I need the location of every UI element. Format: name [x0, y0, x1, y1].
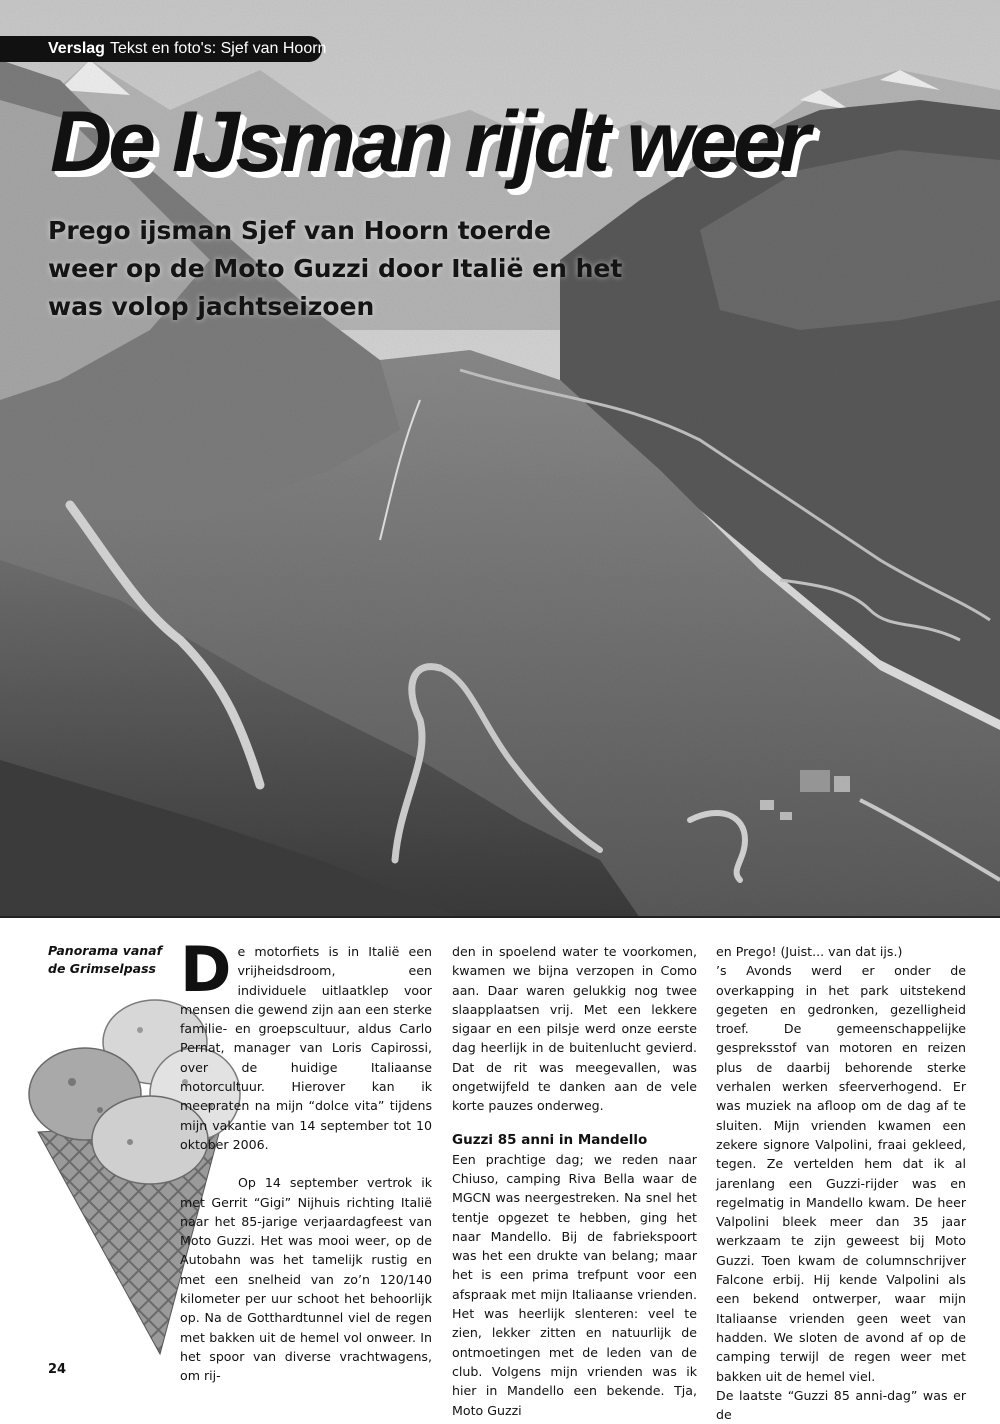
section-rubric: [0, 36, 327, 62]
column-1-paragraph-2: Op 14 september vertrok ik met Gerrit “Gigi” Nijhuis richting Italië naar het 85-jarige verjaardagfeest van Moto Guzzi. Het was mooi weer, op de Autobahn was het tamelijk rustig en met een snelheid van zo’n 120/140 kilometer per uur schoot het behoorlijk op. Na de Gotthardtunnel viel de regen met bakken uit de hemel vol onweer. In het spoor van diverse vrachtwagens, om rij-: [180, 1175, 432, 1384]
rubric-credit: Tekst en foto's: Sjef van Hoorn: [109, 40, 327, 57]
column-3-paragraph-1: en Prego! (Juist... van dat ijs.): [716, 944, 903, 959]
article-deck: Prego ijsman Sjef van Hoorn toerde weer op de Moto Guzzi door Italië en het was volop jachtseizoen: [48, 216, 623, 321]
rubric-section: Verslag: [48, 40, 105, 57]
column-3-paragraph-2: ’s Avonds werd er onder de overkapping in het park uitstekend gegeten en gedronken, gezelligheid troef. De gemeenschappelijke gespreksstof van motoren en reizen plus de daarbij behorende sterke verhalen werken sfeerverhogend. Er was muziek na afloop om de dag af te sluiten. Mijn vrienden kwamen een zekere signore Valpolini, fraai gekleed, tegen. Ze vertelden hem dat ik al jarenlang een Guzzi-rijder was en regelmatig in Mandello kwam. De heer Valpolini bleek meer dan 35 jaar werkzaam te zijn geweest bij Moto Guzzi. Toen kwam de columnschrijver Falcone erbij. Hij kende Valpolini als een bekend ontwerper, waar mijn Italiaanse vrienden geen weet van hadden. We sloten de avond af op de camping terwijl de regen weer met bakken uit de hemel viel.: [716, 963, 966, 1384]
article-column-3: [716, 942, 966, 1424]
column-3-paragraph-3: De laatste “Guzzi 85 anni-dag” was er de: [716, 1387, 966, 1423]
article-column-2: [452, 942, 697, 1420]
page-number: 24: [48, 1362, 67, 1377]
subheading: Guzzi 85 anni in Mandello: [452, 1131, 648, 1148]
article-headline: De IJsman rijdt weer: [50, 94, 807, 190]
intro-text: e motorfiets is in Italië een vrijheidsdroom, een individuele uitlaatklep voor mensen die gewend zijn aan een sterke familie- en groepscultuur, aldus Carlo Pernat, manager van Loris Capirossi, over de huidige Italiaanse motorcultuur. Hierover kan ik meepraten na mijn “dolce vita” tijdens mijn vakantie van 14 september tot 10 oktober 2006.: [180, 944, 432, 1152]
column-1-paragraph-1: [180, 933, 432, 1154]
article-column-1: [180, 933, 432, 1386]
photo-caption: Panorama vanaf de Grimselpass: [48, 943, 163, 976]
drop-cap: D: [180, 933, 232, 1006]
column-2-paragraph-1: den in spoelend water te voorkomen, kwamen we bijna verzopen in Como aan. Daar waren gelukkig nog twee slaapplaatsen vrij. Met een lekkere sigaar en een pilsje werd onze eerste dag heerlijk in de buitenlucht gevierd. Dat de rit was meegevallen, was ongetwijfeld te danken aan de vele korte pauzes onderweg.: [452, 944, 697, 1114]
column-2-paragraph-2: Een prachtige dag; we reden naar Chiuso, camping Riva Bella waar de MGCN was neergestreken. Na snel het tentje opgezet te hebben, ging het naar Mandello. Bij de fabriekspoort was het een drukte van belang; maar het is een prima trefpunt voor een afspraak met mijn Italiaanse vrienden. Het was heerlijk slenteren: veel te zien, lekker zitten en natuurlijk de ontmoetingen met de leden van de club. Volgens mijn vrienden was ik hier in Mandello een bekende. Tja, Moto Guzzi: [452, 1151, 697, 1418]
